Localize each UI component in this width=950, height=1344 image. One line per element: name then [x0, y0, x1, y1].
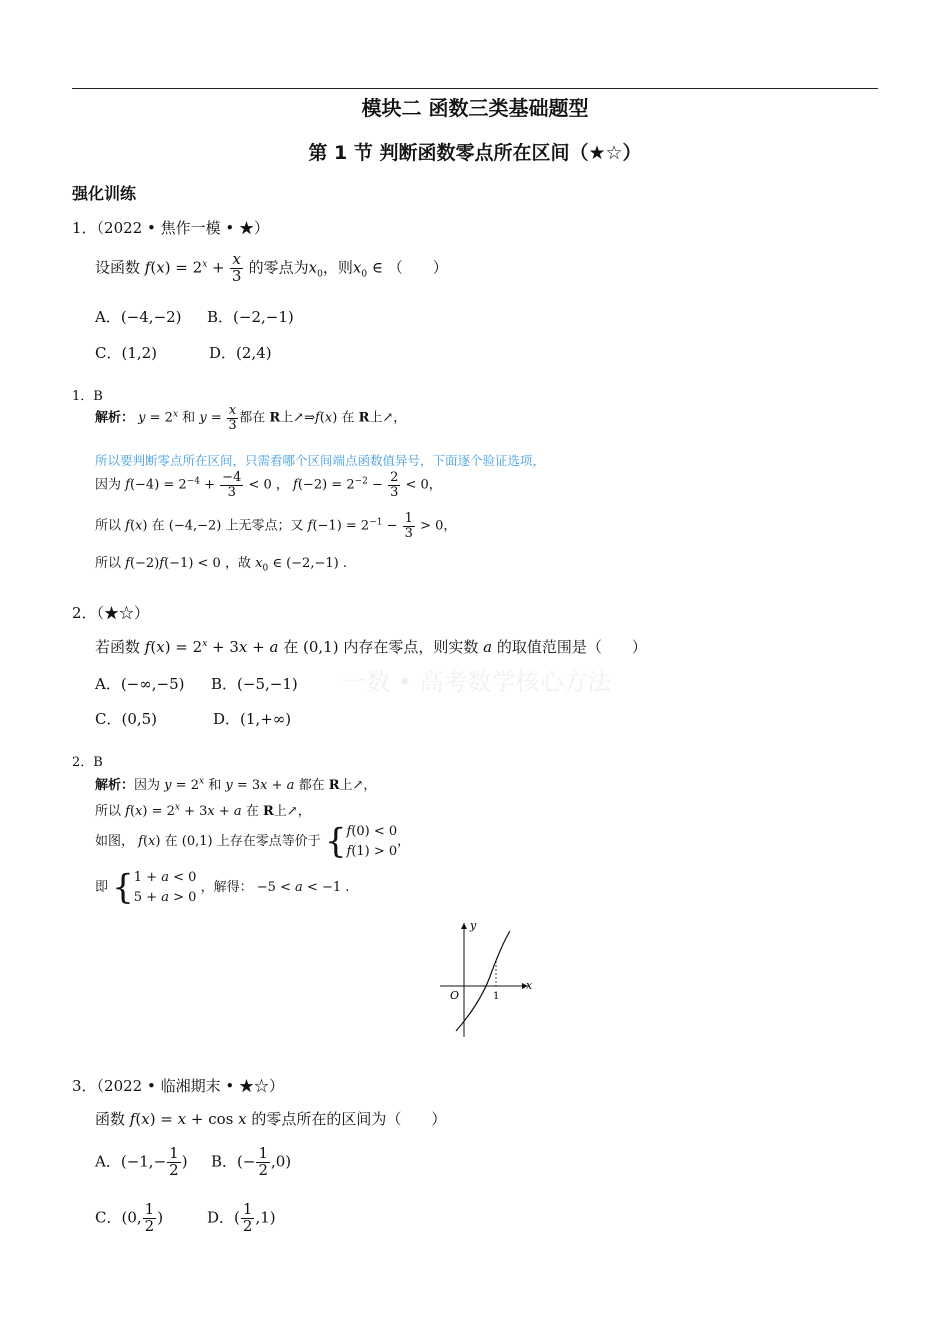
graph-x-label: x [526, 979, 533, 992]
q1-option-c: C．(1,2) [95, 344, 158, 362]
q1-option-d: D．(2,4) [209, 344, 272, 362]
graph-origin-label: O [450, 989, 460, 1002]
q1-option-b: B．(−2,−1) [207, 308, 294, 326]
q1-solution-line-2: 因为 $f(-4) = 2^{-4}$ + $\frac{-4}{3}$ < 0 ， $f(-2) = 2^{-2}$ − $\frac{2}{3}$ < 0， [95, 470, 442, 500]
module-title: 模块二 函数三类基础题型 [361, 96, 589, 120]
q3-option-b: B．(− $\frac{1}{2}$ ,0) [211, 1144, 292, 1179]
q1-header: 1．（2022 • 焦作一模 • ★） [72, 219, 269, 237]
q2-option-d: D．(1,+∞) [213, 710, 292, 728]
graph-y-label: y [470, 919, 477, 932]
q3-header: 3．（2022 • 临湘期末 • ★☆） [72, 1077, 284, 1095]
q3-stem: 函数 f(x) = x + cos x 的零点所在的区间为（ ） [95, 1110, 447, 1128]
q3-option-a: A．(−1,− $\frac{1}{2}$ ) [95, 1144, 188, 1179]
q2-solution-line-2: 所以 $f(x) = 2^x + 3x + a$ 在 R上↗， [95, 802, 311, 819]
top-rule [72, 88, 878, 89]
section-title: 第 1 节 判断函数零点所在区间（★☆） [308, 142, 642, 164]
q2-option-b: B．(−5,−1) [211, 675, 298, 693]
q1-answer: 1．B [72, 389, 103, 404]
q1-option-a: A．(−4,−2) [95, 308, 182, 326]
q2-solution-line-3: 如图， f(x) 在 (0,1) 上存在零点等价于 {f(0) < 0 f(1) > 0， [95, 821, 411, 862]
q2-option-a: A．(−∞,−5) [95, 675, 185, 693]
q1-solution-line-1: 解析： $y = 2^x$ 和 y = $\frac{x}{3}$ 都在 R上↗⇒f(x) 在 R上↗， [95, 403, 407, 433]
q2-answer: 2．B [72, 755, 103, 770]
q2-graph [436, 915, 540, 1039]
q1-stem: 设函数 $f(x) = 2^x$ + $\frac{x}{3}$ 的零点为$x_0$，则$x_0$ ∈ （ ） [95, 250, 448, 285]
q2-stem: 若函数 $f(x) = 2^x + 3x + a$ 在 (0,1) 内存在零点，则实数 a 的取值范围是（ ） [95, 638, 647, 656]
q3-option-d: D．( $\frac{1}{2}$ ,1) [207, 1200, 276, 1235]
watermark: 一数 • 高考数学核心方法 [342, 668, 612, 696]
q3-option-c: C．(0, $\frac{1}{2}$ ) [95, 1200, 164, 1235]
graph-tick-1: 1 [493, 991, 500, 1002]
q1-solution-line-4: 所以 f(−2)f(−1) < 0 ，故 $x_0$ ∈ (−2,−1) . [95, 556, 347, 574]
q2-solution-line-4: 即 {1 + a < 0 5 + a > 0 ，解得： −5 < a < −1 . [95, 867, 350, 908]
q2-solution-line-1: 解析：因为 $y = 2^x$ 和 y = 3x + a 都在 R上↗， [95, 776, 377, 793]
q1-hint: 所以要判断零点所在区间，只需看哪个区间端点函数值异号，下面逐个验证选项， [95, 453, 546, 468]
q1-solution-line-3: 所以 f(x) 在 (−4,−2) 上无零点；又 $f(-1) = 2^{-1}$ − $\frac{1}{3}$ > 0， [95, 511, 457, 541]
q2-option-c: C．(0,5) [95, 710, 158, 728]
q2-header: 2．（★☆） [72, 604, 150, 622]
section-label: 强化训练 [72, 184, 137, 203]
